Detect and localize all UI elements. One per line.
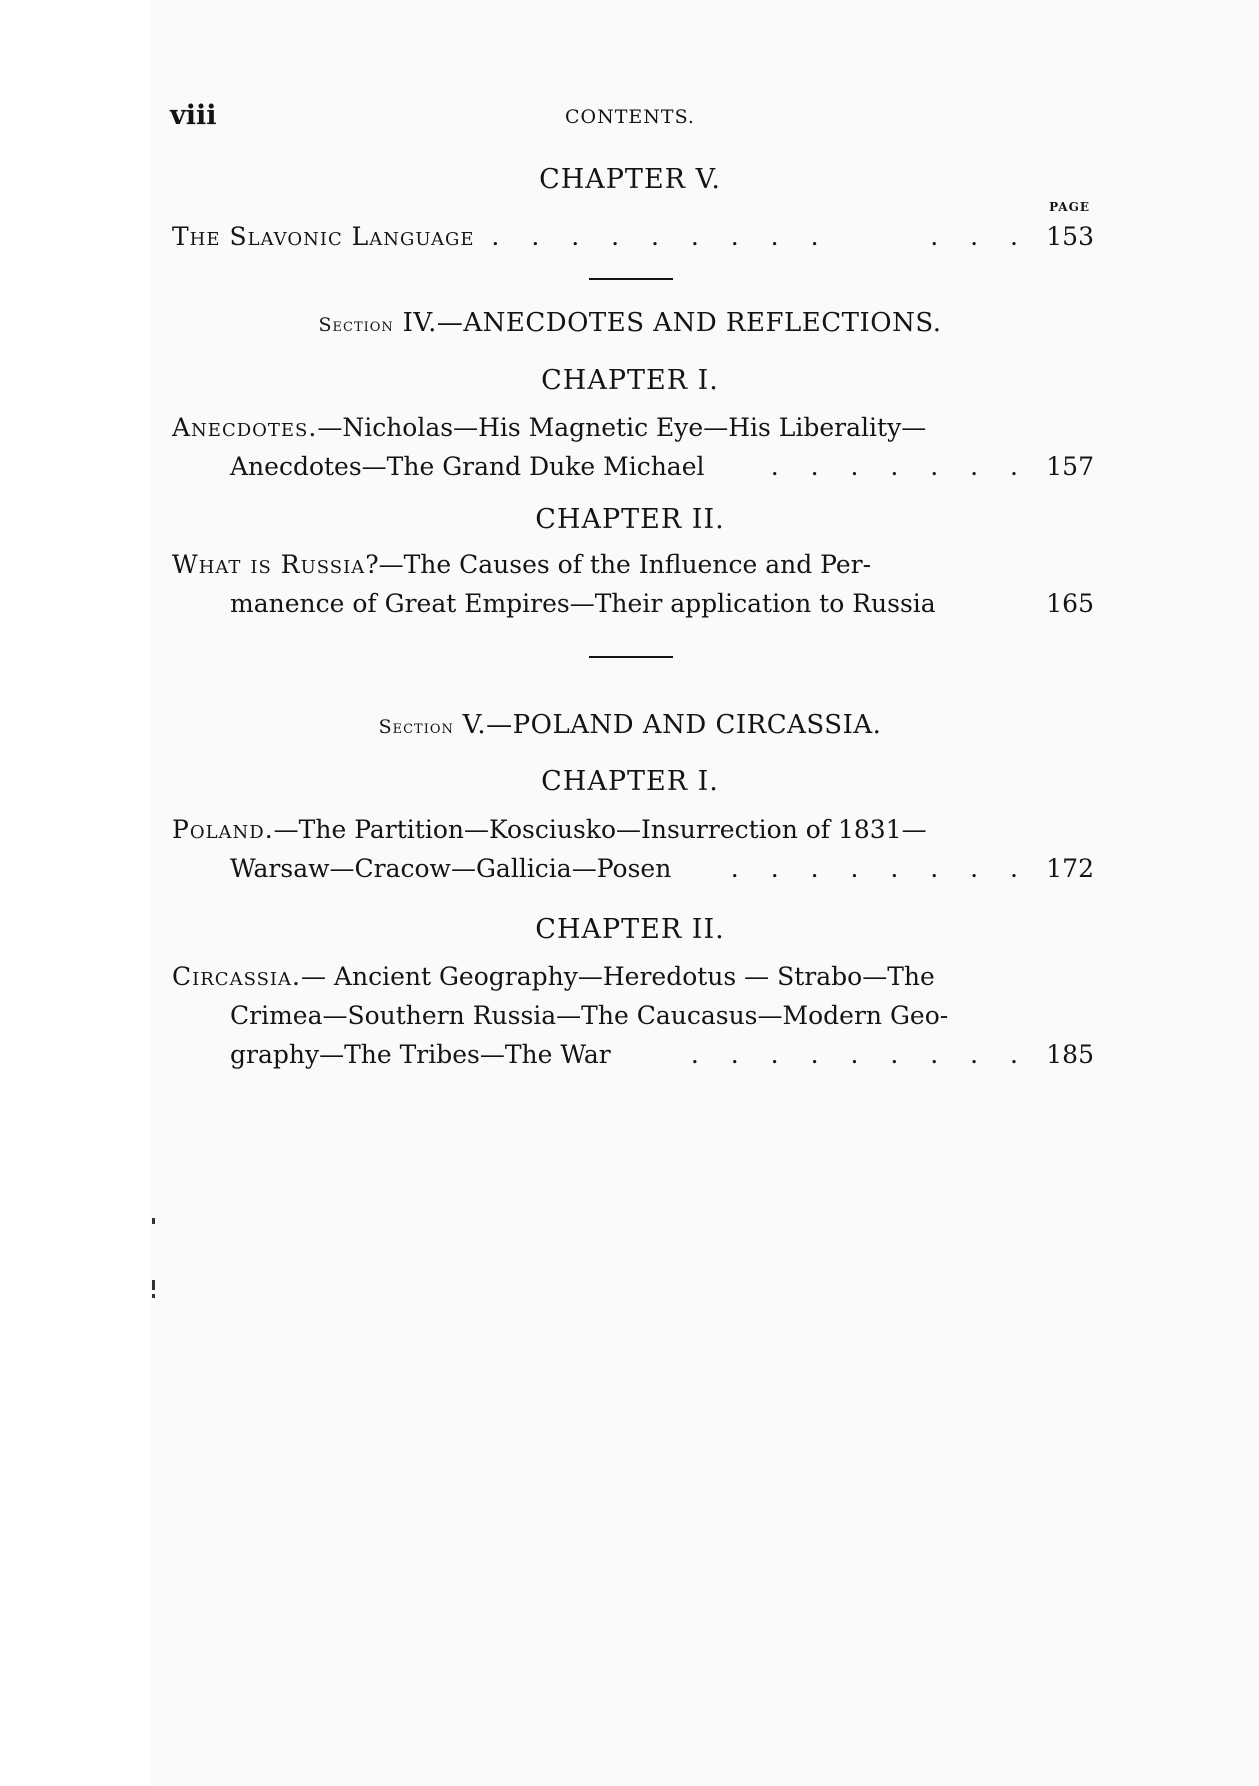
page-background [150,0,1259,1786]
running-head [170,100,1090,140]
section-title: V.—POLAND AND CIRCASSIA. [462,710,882,740]
entry-line: manence of Great Empires—Their application to Russia [230,589,936,618]
toc-entry-poland[interactable] [172,810,1094,888]
running-title: CONTENTS. [565,106,695,128]
entry-lead: Poland. [172,815,274,844]
section-heading [170,710,1090,740]
dot-leader: . . . . . . . . . [690,1040,1030,1069]
section-label: Section [378,716,454,738]
page-number: 157 [1046,452,1094,481]
section-divider [589,656,673,658]
entry-lead: Circassia. [172,962,301,991]
page-number: 165 [1046,589,1094,618]
scan-speck [152,1294,155,1298]
toc-entry-anecdotes[interactable] [172,408,1094,486]
section-heading [170,308,1090,338]
dot-leader: . . . . . . . [770,452,1030,481]
toc-entry-circassia[interactable] [172,957,1094,1074]
section-title: IV.—ANECDOTES AND REFLECTIONS. [402,308,942,338]
page-column-label: PAGE [1049,200,1090,214]
entry-lead: Anecdotes. [172,413,318,442]
scan-speck [152,1218,155,1224]
section-divider [589,278,673,280]
entry-line: Anecdotes—The Grand Duke Michael [230,452,705,481]
entry-line: graphy—The Tribes—The War [230,1040,611,1069]
entry-line: Crimea—Southern Russia—The Caucasus—Modern Geo- [230,1001,949,1030]
toc-entry-what-is-russia[interactable] [172,545,1094,623]
chapter-heading: CHAPTER I. [541,365,719,396]
chapter-heading: CHAPTER II. [535,914,725,945]
dot-leader: . . . . . . . . [730,854,1030,883]
entry-line: Anecdotes.—Nicholas—His Magnetic Eye—His Liberality— [172,413,927,442]
chapter-heading: CHAPTER I. [541,766,719,797]
entry-line: Warsaw—Cracow—Gallicia—Posen [230,854,672,883]
entry-line: Circassia.— Ancient Geography—Heredotus — Strabo—The [172,962,935,991]
scan-speck [152,1280,155,1290]
entry-line: What is Russia?—The Causes of the Influence and Per- [172,550,872,579]
entry-lead: What is Russia [172,550,366,579]
dot-leader: . . . . . . . . . . . . [491,222,1030,251]
page-number: 153 [1046,222,1094,251]
entry-line: Poland.—The Partition—Kosciusko—Insurrection of 1831— [172,815,927,844]
page-number: 172 [1046,854,1094,883]
page-number: 185 [1046,1040,1094,1069]
toc-entry-slavonic-language[interactable] [172,217,1094,256]
section-label: Section [318,314,394,336]
chapter-heading: CHAPTER V. [539,164,721,195]
page-folio: viii [170,100,217,131]
chapter-heading: CHAPTER II. [535,504,725,535]
entry-title: The Slavonic Language [172,222,475,251]
